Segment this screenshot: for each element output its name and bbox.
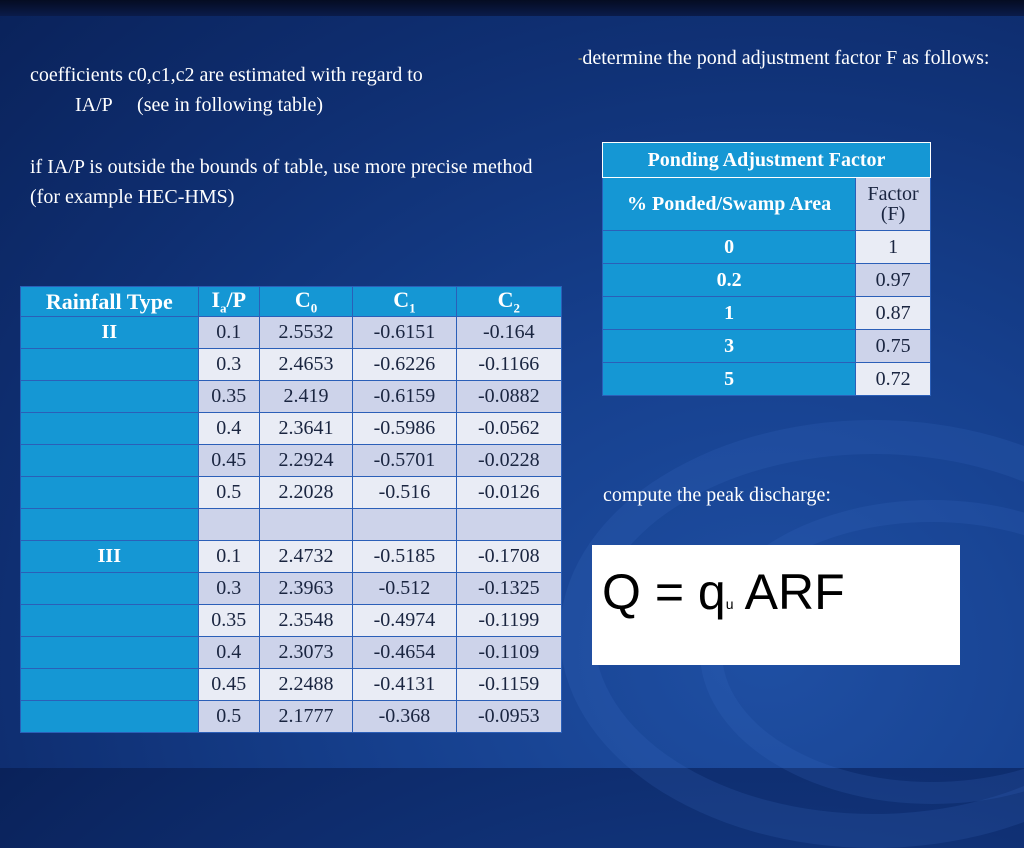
c1-cell xyxy=(353,509,456,541)
rainfall-type-header: Rainfall Type xyxy=(21,287,199,317)
table-row xyxy=(603,231,931,264)
ponding-factor-cell: 0.87 xyxy=(856,297,931,330)
ia-p-header: $I_a/P$ xyxy=(198,287,259,317)
ponding-area-cell: 3 xyxy=(603,330,856,363)
formula-equation xyxy=(602,563,845,621)
c1-cell: -0.4654 xyxy=(353,637,456,669)
coefficients-line-1: coefficients c0,c1,c2 are estimated with regard to xyxy=(30,64,423,86)
peak-discharge-text: compute the peak discharge: xyxy=(603,484,831,506)
c1-cell: -0.5185 xyxy=(353,541,456,573)
formula-lhs: Q xyxy=(602,564,641,620)
table-row xyxy=(21,445,562,477)
iap-cell: 0.5 xyxy=(198,477,259,509)
c0-header: $C_0$ xyxy=(259,287,352,317)
table-row xyxy=(603,264,931,297)
table-row xyxy=(21,669,562,701)
table-row xyxy=(21,605,562,637)
c0-cell: 2.3641 xyxy=(259,413,352,445)
iap-cell xyxy=(198,509,259,541)
c2-cell: -0.1159 xyxy=(456,669,561,701)
c1-cell: -0.4974 xyxy=(353,605,456,637)
ponding-table-title: Ponding Adjustment Factor xyxy=(603,143,931,178)
iap-cell: 0.35 xyxy=(198,381,259,413)
c1-cell: -0.512 xyxy=(353,573,456,605)
c0-cell: 2.2028 xyxy=(259,477,352,509)
c1-cell: -0.516 xyxy=(353,477,456,509)
rainfall-type-cell xyxy=(21,381,199,413)
coefficients-line-2: IA/P (see in following table) xyxy=(75,94,324,116)
rainfall-type-cell xyxy=(21,349,199,381)
c2-cell: -0.0953 xyxy=(456,701,561,733)
c1-cell: -0.5701 xyxy=(353,445,456,477)
c2-cell: -0.0562 xyxy=(456,413,561,445)
c2-cell: -0.0228 xyxy=(456,445,561,477)
table-row xyxy=(21,317,562,349)
peak-discharge-formula xyxy=(592,545,960,665)
ponding-area-cell: 0.2 xyxy=(603,264,856,297)
c0-cell: 2.2924 xyxy=(259,445,352,477)
rainfall-type-cell xyxy=(21,445,199,477)
c2-cell xyxy=(456,509,561,541)
table-row xyxy=(21,477,562,509)
table-row xyxy=(21,381,562,413)
c0-cell: 2.5532 xyxy=(259,317,352,349)
c1-cell: -0.6159 xyxy=(353,381,456,413)
c1-cell: -0.4131 xyxy=(353,669,456,701)
c0-cell: 2.3548 xyxy=(259,605,352,637)
ponding-area-cell: 1 xyxy=(603,297,856,330)
c2-cell: -0.0882 xyxy=(456,381,561,413)
c0-cell: 2.3963 xyxy=(259,573,352,605)
c0-cell: 2.1777 xyxy=(259,701,352,733)
iap-cell: 0.3 xyxy=(198,349,259,381)
c2-cell: -0.1708 xyxy=(456,541,561,573)
table-row xyxy=(603,297,931,330)
c2-cell: -0.1325 xyxy=(456,573,561,605)
ponding-col-area-header: % Ponded/Swamp Area xyxy=(603,178,856,231)
iap-cell: 0.4 xyxy=(198,413,259,445)
iap-cell: 0.5 xyxy=(198,701,259,733)
formula-rhs: ARF xyxy=(744,564,845,620)
iap-cell: 0.45 xyxy=(198,669,259,701)
iap-cell: 0.45 xyxy=(198,445,259,477)
table-row xyxy=(603,330,931,363)
c0-cell: 2.4732 xyxy=(259,541,352,573)
c1-header: $C_1$ xyxy=(353,287,456,317)
c1-cell: -0.368 xyxy=(353,701,456,733)
c2-cell: -0.1199 xyxy=(456,605,561,637)
c1-cell: -0.5986 xyxy=(353,413,456,445)
table-row xyxy=(21,349,562,381)
rainfall-type-cell xyxy=(21,701,199,733)
c2-header: $C_2$ xyxy=(456,287,561,317)
c0-cell: 2.4653 xyxy=(259,349,352,381)
rainfall-type-cell xyxy=(21,605,199,637)
table-row xyxy=(21,637,562,669)
bounds-note-text: if IA/P is outside the bounds of table, use more precise method (for example HEC-HMS) xyxy=(30,156,533,208)
ponding-factor-cell: 0.97 xyxy=(856,264,931,297)
formula-equals: = xyxy=(654,564,685,620)
coef-table-body xyxy=(21,317,562,733)
rainfall-type-cell: III xyxy=(21,541,199,573)
formula-q: q xyxy=(697,564,726,620)
rainfall-type-cell: II xyxy=(21,317,199,349)
ponding-adjustment-table xyxy=(602,142,931,396)
rainfall-type-cell xyxy=(21,509,199,541)
ponding-factor-cell: 0.72 xyxy=(856,363,931,396)
table-row xyxy=(21,509,562,541)
c2-cell: -0.1109 xyxy=(456,637,561,669)
coef-header-row xyxy=(21,287,562,317)
c1-cell: -0.6226 xyxy=(353,349,456,381)
iap-cell: 0.4 xyxy=(198,637,259,669)
iap-cell: 0.35 xyxy=(198,605,259,637)
iap-cell: 0.3 xyxy=(198,573,259,605)
c2-cell: -0.0126 xyxy=(456,477,561,509)
rainfall-type-cell xyxy=(21,573,199,605)
c2-cell: -0.1166 xyxy=(456,349,561,381)
pond-factor-label: determine the pond adjustment factor F as follows: xyxy=(582,47,990,69)
ponding-factor-cell: 0.75 xyxy=(856,330,931,363)
rainfall-type-cell xyxy=(21,413,199,445)
rainfall-type-cell xyxy=(21,669,199,701)
ponding-factor-cell: 1 xyxy=(856,231,931,264)
c0-cell: 2.2488 xyxy=(259,669,352,701)
table-row xyxy=(21,541,562,573)
iap-cell: 0.1 xyxy=(198,541,259,573)
c0-cell: 2.419 xyxy=(259,381,352,413)
formula-q-subscript: u xyxy=(725,596,734,612)
top-bar xyxy=(0,0,1024,16)
c2-cell: -0.164 xyxy=(456,317,561,349)
coefficient-table xyxy=(20,286,562,733)
pond-factor-text xyxy=(578,43,998,73)
table-row xyxy=(21,573,562,605)
ponding-area-cell: 5 xyxy=(603,363,856,396)
ponding-area-cell: 0 xyxy=(603,231,856,264)
table-row xyxy=(21,701,562,733)
c1-cell: -0.6151 xyxy=(353,317,456,349)
iap-cell: 0.1 xyxy=(198,317,259,349)
coefficients-text xyxy=(30,60,550,120)
c0-cell: 2.3073 xyxy=(259,637,352,669)
ponding-col-factor-header: Factor (F) xyxy=(856,178,931,231)
bullet-dash: - xyxy=(578,50,583,65)
rainfall-type-cell xyxy=(21,637,199,669)
table-row xyxy=(21,413,562,445)
c0-cell xyxy=(259,509,352,541)
table-row xyxy=(603,363,931,396)
rainfall-type-cell xyxy=(21,477,199,509)
